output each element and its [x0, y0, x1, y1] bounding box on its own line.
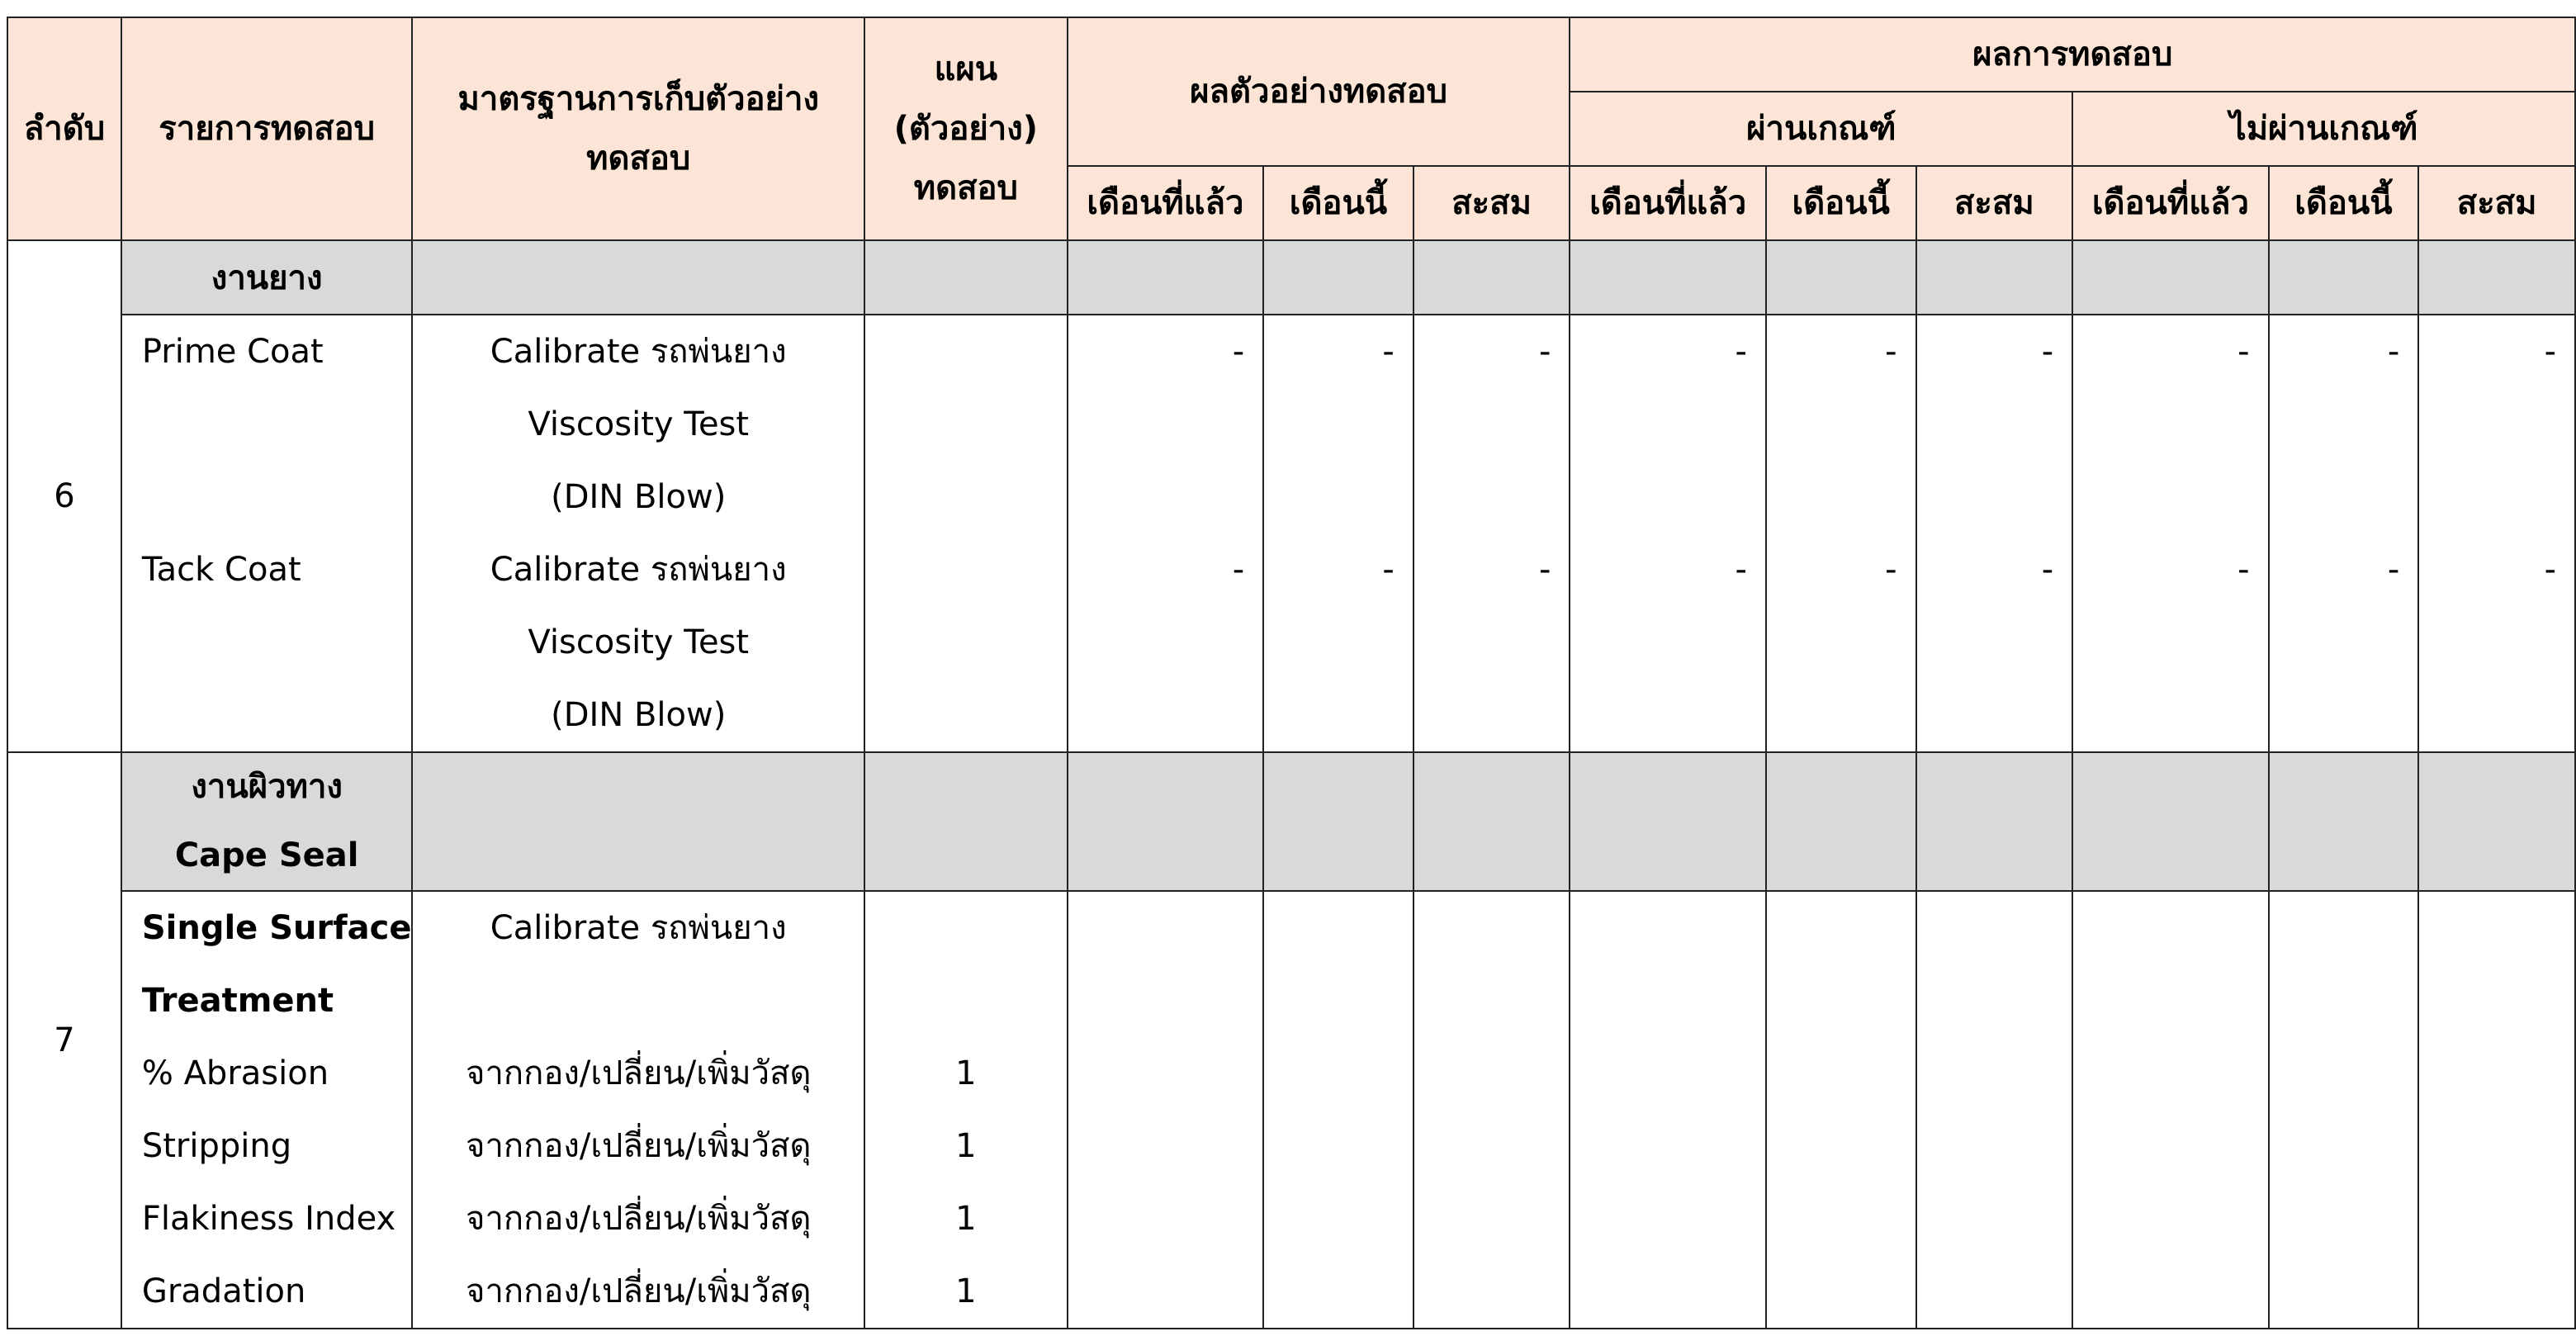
plan-samples-line [865, 533, 1067, 606]
test-item [121, 315, 413, 752]
header-no: ลำดับ [7, 17, 121, 240]
header-period-prev: เดือนที่แล้ว [1570, 166, 1765, 240]
result-cell-line [1068, 1255, 1262, 1328]
result-cell [2072, 315, 2268, 752]
header-period-cum: สะสม [1413, 166, 1570, 240]
result-cell-line: - [1539, 333, 1551, 371]
section-fill-cell [864, 752, 1068, 891]
test-item-line [122, 606, 412, 679]
section-title-row [7, 752, 2575, 891]
result-cell-line: - [2387, 333, 2400, 371]
header-standard-line: ทดสอบ [586, 140, 691, 178]
result-cell-line [1917, 461, 2072, 533]
result-cell-line [1264, 892, 1413, 964]
sampling-standard-line: จากกอง/เปลี่ยน/เพิ่มวัสดุ [466, 1127, 812, 1165]
result-cell-line [1570, 606, 1764, 679]
result-cell-line [1068, 461, 1262, 533]
section-title [121, 752, 413, 891]
section-title-line: งานยาง [211, 259, 323, 297]
result-cell-line [1068, 892, 1262, 964]
result-cell [2269, 891, 2419, 1329]
result-cell [2269, 315, 2419, 752]
result-cell-line [1264, 1182, 1413, 1255]
result-cell-line [1414, 1110, 1570, 1182]
result-cell-line [1570, 964, 1764, 1037]
result-cell-line [2270, 1255, 2418, 1328]
section-content-row [7, 315, 2575, 752]
sampling-standard-line: (DIN Blow) [551, 696, 727, 734]
sampling-standard-line [413, 964, 864, 1037]
header-period-this: เดือนนี้ [1263, 166, 1413, 240]
result-cell-line: - [1885, 551, 1897, 589]
section-title-line: Cape Seal [174, 836, 359, 874]
section-fill-cell [412, 752, 864, 891]
result-cell-line [2270, 964, 2418, 1037]
header-plan-line: แผน [934, 50, 998, 88]
result-cell-line [1068, 964, 1262, 1037]
header-sample-results: ผลตัวอย่างทดสอบ [1068, 17, 1570, 166]
header-period-prev: เดือนที่แล้ว [1068, 166, 1263, 240]
test-results-table [7, 17, 2576, 1329]
header-period-cum: สะสม [2418, 166, 2575, 240]
section-fill-cell [1263, 752, 1413, 891]
header-period-this: เดือนนี้ [1766, 166, 1916, 240]
result-cell [1263, 315, 1413, 752]
result-cell-line: - [1382, 551, 1395, 589]
section-fill-cell [1413, 240, 1570, 315]
result-cell-line [1767, 892, 1915, 964]
test-item-line: Flakiness Index [141, 1200, 396, 1238]
result-cell-line [2073, 1255, 2267, 1328]
section-number: 6 [7, 240, 121, 752]
section-fill-cell [1570, 752, 1765, 891]
result-cell-line [1767, 1255, 1915, 1328]
sampling-standard [412, 891, 864, 1329]
plan-samples-line: 1 [955, 1200, 977, 1238]
result-cell-line [1414, 679, 1570, 751]
result-cell-line [1414, 1255, 1570, 1328]
header-plan [864, 17, 1068, 240]
result-cell-line [2073, 679, 2267, 751]
result-cell-line [1917, 1110, 2072, 1182]
plan-samples-line: 1 [955, 1054, 977, 1092]
result-cell-line [2270, 388, 2418, 461]
result-cell-line: - [1735, 333, 1747, 371]
result-cell-line: - [1232, 333, 1245, 371]
plan-samples-line: 1 [955, 1127, 977, 1165]
sampling-standard-line: Viscosity Test [528, 623, 750, 661]
section-fill-cell [1263, 240, 1413, 315]
result-cell [1570, 891, 1765, 1329]
result-cell-line [1414, 461, 1570, 533]
result-cell-line [2419, 892, 2574, 964]
result-cell-line [2419, 1037, 2574, 1110]
result-cell [2418, 891, 2575, 1329]
result-cell-line [1570, 892, 1764, 964]
result-cell-line [1264, 388, 1413, 461]
result-cell-line [1264, 964, 1413, 1037]
header-period-this: เดือนนี้ [2269, 166, 2419, 240]
result-cell-line: - [2544, 333, 2556, 371]
header-period-prev: เดือนที่แล้ว [2072, 166, 2268, 240]
result-cell-line [2419, 1110, 2574, 1182]
test-item [121, 891, 413, 1329]
result-cell-line [1264, 1110, 1413, 1182]
result-cell-line [1917, 606, 2072, 679]
result-cell-line: - [1539, 551, 1551, 589]
result-cell-line [1414, 964, 1570, 1037]
result-cell-line [1570, 1037, 1764, 1110]
result-cell-line: - [2041, 333, 2054, 371]
result-cell-line [1570, 679, 1764, 751]
section-number: 7 [7, 752, 121, 1329]
result-cell-line: - [2387, 551, 2400, 589]
result-cell-line [1414, 388, 1570, 461]
result-cell [1766, 891, 1916, 1329]
result-cell-line: - [1735, 551, 1747, 589]
plan-samples-line [865, 679, 1067, 751]
test-item-line [122, 461, 412, 533]
result-cell-line [2419, 388, 2574, 461]
section-content-row [7, 891, 2575, 1329]
result-cell-line: - [1885, 333, 1897, 371]
section-fill-cell [1068, 240, 1263, 315]
test-item-line: % Abrasion [141, 1054, 329, 1092]
test-item-line: Prime Coat [141, 333, 324, 371]
result-cell-line [2073, 892, 2267, 964]
plan-samples-line: 1 [955, 1272, 977, 1310]
test-item-line [122, 388, 412, 461]
test-item-line: Tack Coat [141, 551, 301, 589]
result-cell-line [2419, 1182, 2574, 1255]
result-cell-line [2270, 606, 2418, 679]
section-fill-cell [1068, 752, 1263, 891]
result-cell-line [2270, 1182, 2418, 1255]
result-cell-line [1068, 388, 1262, 461]
result-cell-line [1570, 461, 1764, 533]
plan-samples [864, 315, 1068, 752]
sampling-standard-line: จากกอง/เปลี่ยน/เพิ่มวัสดุ [466, 1272, 812, 1310]
result-cell-line [1264, 461, 1413, 533]
result-cell-line [2419, 679, 2574, 751]
result-cell-line [1767, 461, 1915, 533]
result-cell-line [1414, 606, 1570, 679]
section-title [121, 240, 413, 315]
plan-samples-line [865, 892, 1067, 964]
result-cell [1413, 315, 1570, 752]
result-cell-line [1570, 1110, 1764, 1182]
result-cell-line: - [1232, 551, 1245, 589]
section-fill-cell [2418, 240, 2575, 315]
result-cell-line [1264, 1255, 1413, 1328]
section-fill-cell [1570, 240, 1765, 315]
header-plan-line: ทดสอบ [913, 169, 1018, 207]
header-standard-line: มาตรฐานการเก็บตัวอย่าง [457, 80, 819, 118]
result-cell-line [1264, 679, 1413, 751]
result-cell-line: - [2237, 551, 2250, 589]
result-cell-line [1767, 1037, 1915, 1110]
result-cell-line [2270, 892, 2418, 964]
section-fill-cell [412, 240, 864, 315]
result-cell-line [2270, 1110, 2418, 1182]
result-cell-line [2419, 606, 2574, 679]
section-fill-cell [1413, 752, 1570, 891]
result-cell-line [2419, 461, 2574, 533]
result-cell-line [1068, 679, 1262, 751]
plan-samples-line [865, 964, 1067, 1037]
test-results-table-container [7, 17, 2576, 1329]
result-cell-line [1767, 1110, 1915, 1182]
section-fill-cell [1916, 240, 2073, 315]
result-cell-line [1917, 1037, 2072, 1110]
header-period-cum: สะสม [1916, 166, 2073, 240]
sampling-standard-line: Calibrate รถพ่นยาง [490, 551, 787, 589]
result-cell-line [2073, 1182, 2267, 1255]
result-cell-line [1414, 892, 1570, 964]
header-fail: ไม่ผ่านเกณฑ์ [2072, 92, 2575, 166]
result-cell-line [1068, 1182, 1262, 1255]
result-cell-line [1068, 1037, 1262, 1110]
table-body [7, 240, 2575, 1329]
result-cell [1068, 315, 1263, 752]
result-cell [2418, 315, 2575, 752]
result-cell-line [2270, 1037, 2418, 1110]
header-pass: ผ่านเกณฑ์ [1570, 92, 2072, 166]
result-cell [1068, 891, 1263, 1329]
section-fill-cell [1766, 752, 1916, 891]
result-cell-line [2073, 1037, 2267, 1110]
plan-samples [864, 891, 1068, 1329]
test-item-line: Stripping [141, 1127, 292, 1165]
section-fill-cell [2418, 752, 2575, 891]
table-header [7, 17, 2575, 240]
header-test-results: ผลการทดสอบ [1570, 17, 2575, 92]
result-cell-line [2419, 964, 2574, 1037]
result-cell-line [1767, 606, 1915, 679]
result-cell [1570, 315, 1765, 752]
result-cell [1916, 315, 2073, 752]
result-cell-line [1917, 964, 2072, 1037]
sampling-standard-line: จากกอง/เปลี่ยน/เพิ่มวัสดุ [466, 1200, 812, 1238]
result-cell-line [2073, 461, 2267, 533]
result-cell-line [1068, 606, 1262, 679]
result-cell-line [1767, 1182, 1915, 1255]
section-fill-cell [2072, 240, 2268, 315]
result-cell-line [1917, 892, 2072, 964]
sampling-standard-line: Calibrate รถพ่นยาง [490, 333, 787, 371]
section-title-line: งานผิวทาง [191, 768, 343, 806]
section-fill-cell [1916, 752, 2073, 891]
plan-samples-line [865, 461, 1067, 533]
result-cell-line [1264, 1037, 1413, 1110]
result-cell-line [1570, 1255, 1764, 1328]
result-cell-line [1414, 1182, 1570, 1255]
section-fill-cell [1766, 240, 1916, 315]
test-item-line: Gradation [141, 1272, 306, 1310]
header-plan-line: (ตัวอย่าง) [893, 110, 1039, 148]
result-cell-line [1767, 679, 1915, 751]
result-cell-line [2073, 606, 2267, 679]
result-cell-line [2073, 388, 2267, 461]
section-fill-cell [864, 240, 1068, 315]
result-cell-line [1570, 1182, 1764, 1255]
result-cell-line [1570, 388, 1764, 461]
result-cell-line [1767, 388, 1915, 461]
result-cell-line [2073, 964, 2267, 1037]
result-cell-line [1414, 1037, 1570, 1110]
test-item-line: Single Surface [141, 909, 412, 947]
result-cell-line: - [2041, 551, 2054, 589]
test-item-line: Treatment [141, 982, 334, 1020]
plan-samples-line [865, 606, 1067, 679]
result-cell-line [1767, 964, 1915, 1037]
header-standard [412, 17, 864, 240]
result-cell-line: - [2237, 333, 2250, 371]
result-cell-line: - [1382, 333, 1395, 371]
section-fill-cell [2269, 240, 2419, 315]
result-cell-line [1917, 388, 2072, 461]
plan-samples-line [865, 315, 1067, 388]
result-cell-line [1917, 1255, 2072, 1328]
test-item-line [122, 679, 412, 751]
sampling-standard [412, 315, 864, 752]
result-cell [1766, 315, 1916, 752]
result-cell [1916, 891, 2073, 1329]
result-cell-line [2270, 461, 2418, 533]
result-cell-line [1917, 1182, 2072, 1255]
result-cell [1413, 891, 1570, 1329]
result-cell-line [1264, 606, 1413, 679]
section-fill-cell [2269, 752, 2419, 891]
section-title-row [7, 240, 2575, 315]
result-cell-line [1917, 679, 2072, 751]
sampling-standard-line: จากกอง/เปลี่ยน/เพิ่มวัสดุ [466, 1054, 812, 1092]
sampling-standard-line: (DIN Blow) [551, 478, 727, 516]
section-fill-cell [2072, 752, 2268, 891]
result-cell-line: - [2544, 551, 2556, 589]
result-cell-line [2270, 679, 2418, 751]
result-cell [2072, 891, 2268, 1329]
result-cell-line [2073, 1110, 2267, 1182]
sampling-standard-line: Calibrate รถพ่นยาง [490, 909, 787, 947]
result-cell [1263, 891, 1413, 1329]
sampling-standard-line: Viscosity Test [528, 405, 750, 443]
header-item: รายการทดสอบ [121, 17, 413, 240]
result-cell-line [1068, 1110, 1262, 1182]
plan-samples-line [865, 388, 1067, 461]
result-cell-line [2419, 1255, 2574, 1328]
